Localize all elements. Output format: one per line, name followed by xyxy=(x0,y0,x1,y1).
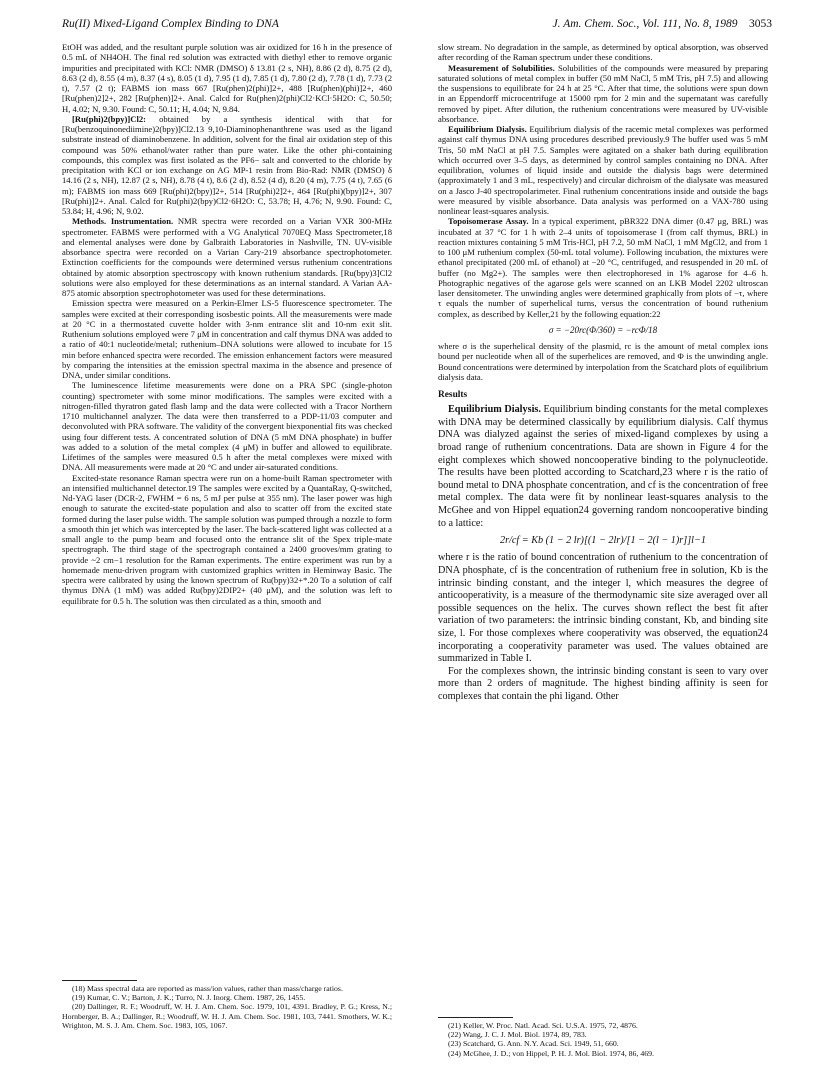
journal-citation xyxy=(553,18,772,30)
paragraph-text: Equilibrium dialysis of the racemic metal complexes was performed against calf thymus DNA using procedures described previously.9 The buffer used was 5 mM Tris, 50 mM NaCl at pH 7.5. Samples were agitated on a shaker bath during equilibration which occurred over 3–5 days, as determined by control samples containing no DNA. After equilibration, volumes of liquid inside and outside the dialysis bags were determined (approximately 1 and 3 mL, respectively) and circular dichroism of the dialysate was measured on a Jasco J-40 spectropolarimeter. Final ruthenium concentrations inside and outside the bags were measured by visible absorbance. Data analysis was performed on a VAX-780 using nonlinear least-squares analysis. xyxy=(438,124,768,216)
paragraph: EtOH was added, and the resultant purple solution was air oxidized for 16 h in the presence of 0.5 mL of NH4OH. The final red solution was extracted with diethyl ether to remove organic impurities and precipitated with KCl: NMR (DMSO) δ 13.81 (2 s, NH), 8.86 (2 d), 8.75 (2 d), 8.63 (2 d), 8.55 (4 m), 8.37 (4 s), 8.05 (1 d), 7.95 (1 d), 7.85 (1 d), 7.80 (2 d), 7.78 (1 d), 7.73 (2 t), 7.57 (2 t); FABMS ion mass 667 [Ru(phen)2(phi)]2+, 488 [Ru(phen)(phi)]2+, 460 [Ru(phen)2]2+, 282 [Ru(phen)]2+. Anal. Calcd for Ru(phen)2(phi)Cl2·KCl·5H2O: C, 50.50; H, 4.02; N, 9.30. Found: C, 50.11; H, 4.04; N, 9.84. xyxy=(62,42,392,114)
footnote: (18) Mass spectral data are reported as mass/ion values, rather than mass/charge ratios. xyxy=(72,984,343,993)
paragraph-text: NMR spectra were recorded on a Varian VXR 300-MHz spectrometer. FABMS were performed with a VG Analytical 7070EQ Mass Spectrometer,18 and elemental analyses were done by Galbraith Laboratories in Nashville, TN. UV-visible absorbance spectra were recorded on a Varian Cary-219 absorbance spectrophotometer. Extinction coefficients for the compounds were determined versus ruthenium concentrations obtained by atomic absorption spectroscopy with known ruthenium standards. [Ru(bpy)3]Cl2 solutions were also employed for these determinations as an internal standard. A Varian AA-875 atomic absorption spectrophotometer was used for these determinations. xyxy=(62,216,392,298)
paragraph-text: In a typical experiment, pBR322 DNA dimer (0.47 μg, BRL) was incubated at 37 °C for 1 h with 2–4 units of topoisomerase I (from calf thymus, BRL) in reaction mixtures containing 5 mM Tris-HCl, pH 7.2, 50 mM NaCl, 1 mM MgCl2, and from 1 to 100 μM ruthenium complex (50-mL total volume). Following incubation, the mixtures were ethanol precipitated (200 mL of ethanol) at −20 °C, centrifuged, and resuspended in 20 mL of buffer (no Mg2+). The samples were then electrophoresed in 1% agarose for 4–6 h. Photographic negatives of the agarose gels were scanned on an LKB Model 2202 ultroscan laser densitometer. The unwinding angles were determined graphically from plots of −τ, where τ equals the number of superhelical turns, versus the concentration of bound ruthenium complex, as described by Keller,21 by the following equation:22 xyxy=(438,216,768,319)
equation-mcghee-von-hippel: 2r/cf = Kb (1 − 2 lr)[(1 − 2lr)/[1 − 2(l − 1)r]]l−1 xyxy=(500,535,706,547)
paragraph xyxy=(438,404,768,530)
page-number: 3053 xyxy=(749,18,772,30)
subsection-heading: Equilibrium Dialysis. xyxy=(448,404,541,416)
paragraph-text: obtained by a synthesis identical with that for [Ru(benzoquinonediimine)2(bpy)]Cl2.13 9,10-Diaminophenanthrene was used as the ligand substrate instead of diaminobenzene. In addition, solvent for the final air oxidation step of this compound was 50% ethanol/water rather than pure water. Like the other phi-containing compounds, this complex was first isolated as the PF6− salt and converted to the chloride by precipitation with KCl or ion exchange on AG MP-1 resin from Bio-Rad: NMR (DMSO) δ 14.16 (2 s, NH), 12.87 (2 s, NH), 8.78 (4 t), 8.6 (2 d), 8.52 (4 d), 8.20 (4 m), 7.75 (4 t), 7.65 (6 m); FABMS ion mass 669 [Ru(phi)2(bpy)]2+, 514 [Ru(phi)2]2+, 464 [Ru(phi)(bpy)]2+, 307 [Ru(phi)]2+. Anal. Calcd for Ru(phi)2(bpy)Cl2·6H2O: C, 53.78; H, 4.76; N, 9.90. Found: C, 53.84; H, 4.96; N, 9.02. xyxy=(62,113,392,216)
footnotes-right xyxy=(438,1017,768,1058)
equation-unwinding: σ = −20rc(Φ/360) = −rcΦ/18 xyxy=(548,324,658,335)
footnote: (20) Dallinger, R. F.; Woodruff, W. H. J. Am. Chem. Soc. 1979, 101, 4391. Bradley, P. G.; Kress, N.; Hornberger, B. A.; Dallinger, R.; Woodruff, W. H. J. Am. Chem. Soc. 1981, 103, 7441. Smothers, W. K.; Wrighton, M. S. J. Am. Chem. Soc. 1983, 105, 1067. xyxy=(62,1002,392,1030)
footnotes-left xyxy=(62,980,392,1030)
footnote: (24) McGhee, J. D.; von Hippel, P. H. J. Mol. Biol. 1974, 86, 469. xyxy=(448,1048,654,1058)
paragraph: The luminescence lifetime measurements were done on a PRA SPC (single-photon counting) spectrometer with some minor modifications. The samples were excited with a nitrogen-filled thyratron gated flash lamp and the data were collected with a Tracor Northern 1710 multichannel analyzer. The data were then transferred to a PDP-11/03 computer and deconvoluted with PRA software. The validity of the convergent biexponential fits was checked using four different tests. A concentrated solution of DNA (5 mM DNA phosphate) in buffer was added to a solution of the metal complex (4 μM) in buffer and allowed to equilibrate. Lifetimes of the samples were measured 0.5 h after the metal complexes were mixed with DNA. All measurements were made at 20 °C and under air-saturated conditions. xyxy=(62,380,392,473)
paragraph xyxy=(438,63,768,125)
paragraph xyxy=(62,216,392,298)
footnote-rule xyxy=(62,980,137,981)
subsection-heading: Equilibrium Dialysis. xyxy=(448,124,527,134)
paragraph-text: Solubilities of the compounds were measured by preparing saturated solutions of metal complex in buffer (50 mM NaCl, 5 mM Tris, pH 7.5) and allowing the suspensions to equilibrate for 24 h at 25 °C. After that time, the solutions were spun down in an Eppendorff microcentrifuge at 15000 rpm for 2 min and the supernatant was carefully removed by pipet. After dilution, the ruthenium concentrations were measured by UV-visible absorbance. xyxy=(438,62,768,124)
citation-text: J. Am. Chem. Soc., Vol. 111, No. 8, 1989 xyxy=(552,18,738,30)
paragraph-text: Equilibrium binding constants for the metal complexes with DNA may be determined classically by equilibrium dialysis. Calf thymus DNA was dialyzed against the series of mixed-ligand complexes by using a broad range of ruthenium concentrations. Data are shown in Figure 4 for the eight complexes which showed noncooperative binding to the polynucleotide. The results have been plotted according to Scatchard,23 where r is the ratio of bound metal to DNA phosphate concentration, and cf is the concentration of free metal complex. The data were fit by nonlinear least-squares analysis to the McGhee and von Hippel equation24 governing random noncooperative binding to a lattice: xyxy=(438,404,768,529)
subsection-heading: Methods. Instrumentation. xyxy=(72,216,174,227)
subsection-heading: Measurement of Solubilities. xyxy=(448,62,555,73)
paragraph xyxy=(62,114,392,217)
paragraph: Excited-state resonance Raman spectra were run on a home-built Raman spectrometer with an intensified multichannel detector.19 The samples were excited by a QuantaRay, Q-switched, Nd-YAG laser (DCR-2, FWHM = 6 ns, 5 mJ per pulse at 355 nm). The laser power was high enough to saturate the excited-state population and also to scatter off from the excited state formed during the laser pulse width. The sample solution was pumped through a nozzle to form a smooth thin jet which was intercepted by the laser. The back-scattered light was collected at a small angle to the pump beam and focused onto the entrance slit of the Spex triple-mate spectrograph. The third stage of the spectrograph contained a 2400 grooves/mm grating to provide ~2 cm−1 resolution for the Raman experiments. The entire experiment was run by a homemade menu-driven program with customized graphics written in Heminway Basic. The spectra were calibrated by using the known spectrum of Ru(bpy)32+*.20 To a solution of calf thymus DNA (1 mM) was added Ru(bpy)2DIP2+ (40 μM), and the solution was left to equilibrate for 0.5 h. The solution was then circulated as a thin, smooth and xyxy=(62,472,392,606)
footnote: (21) Keller, W. Proc. Natl. Acad. Sci. U.S.A. 1975, 72, 4876. xyxy=(448,1021,638,1030)
section-heading-results: Results xyxy=(438,390,468,400)
left-column xyxy=(62,42,392,606)
footnote-rule xyxy=(438,1017,513,1018)
footnote: (19) Kumar, C. V.; Barton, J. K.; Turro, N. J. Inorg. Chem. 1987, 26, 1455. xyxy=(72,993,306,1003)
paragraph: Emission spectra were measured on a Perkin-Elmer LS-5 fluorescence spectrometer. The samples were excited at their corresponding isosbestic points. All the measurements were made at 20 °C in a thermostated cuvette holder with 3-nm entrance slit and 10-nm exit slit. Ruthenium solutions employed were 7 μM in concentration and calf thymus DNA was added to a ratio of 40:1 nucleotide/metal; ruthenium–DNA solutions were allowed to incubate for 15 min before enhanced spectra were recorded. The emission enhancement factors were measured by comparing the intensities at the emission spectral maxima in the absence and presence of DNA, under similar conditions. xyxy=(62,298,392,380)
compound-heading: [Ru(phi)2(bpy)]Cl2: xyxy=(72,113,147,124)
paragraph xyxy=(438,216,768,319)
subsection-heading: Topoisomerase Assay. xyxy=(448,216,529,227)
running-title: Ru(II) Mixed-Ligand Complex Binding to DNA xyxy=(62,18,279,30)
right-column xyxy=(438,42,768,704)
paragraph: slow stream. No degradation in the sample, as determined by optical absorption, was observed after recording of the Raman spectrum under these conditions. xyxy=(438,42,768,63)
results-body xyxy=(438,404,768,703)
footnote: (23) Scatchard, G. Ann. N.Y. Acad. Sci. 1949, 51, 660. xyxy=(448,1039,619,1049)
paragraph xyxy=(438,124,768,216)
paragraph: where σ is the superhelical density of the plasmid, rc is the amount of metal complex ions bound per nucleotide when all of the superhelices are removed, and Φ is the unwinding angle. Bound concentrations were determined by interpolation from the Scatchard plots of equilibrium dialysis data. xyxy=(438,341,768,382)
paragraph: For the complexes shown, the intrinsic binding constant is seen to vary over more than 2 orders of magnitude. The highest binding affinity is seen for complexes that contain the phi ligand. Other xyxy=(438,665,768,702)
footnote: (22) Wang, J. C. J. Mol. Biol. 1974, 89, 783. xyxy=(448,1030,587,1040)
paragraph: where r is the ratio of bound concentration of ruthenium to the concentration of DNA phosphate, cf is the concentration of ruthenium free in solution, Kb is the intrinsic binding constant, and the integer l, which measures the degree of anticooperativity, is a measure of the thermodynamic site size averaged over all possible sequences on the helix. The curves shown reflect the best fit after variation of two parameters: the intrinsic binding constant, Kb, and binding site size, l. For those complexes where cooperativity was observed, the equation24 incorporating a cooperativity parameter was used. The values obtained are summarized in Table I. xyxy=(438,552,768,665)
page-header xyxy=(62,18,772,34)
